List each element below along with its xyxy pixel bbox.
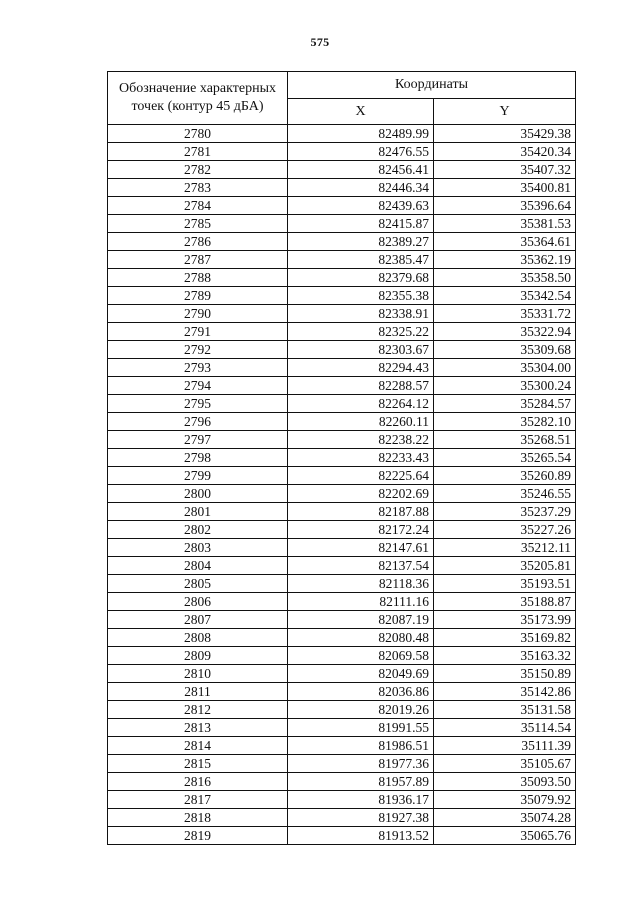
point-id-cell: 2815 — [108, 755, 288, 773]
point-id-cell: 2793 — [108, 359, 288, 377]
x-coordinate-cell: 82446.34 — [288, 179, 434, 197]
y-coordinate-cell: 35364.61 — [434, 233, 576, 251]
table-row — [108, 701, 576, 719]
table-row — [108, 179, 576, 197]
point-id-cell: 2786 — [108, 233, 288, 251]
y-coordinate-cell: 35065.76 — [434, 827, 576, 845]
y-coordinate-cell: 35131.58 — [434, 701, 576, 719]
point-id-cell: 2794 — [108, 377, 288, 395]
table-row — [108, 251, 576, 269]
header-coordinates: Координаты — [288, 72, 576, 99]
y-coordinate-cell: 35429.38 — [434, 125, 576, 143]
table-row — [108, 557, 576, 575]
x-coordinate-cell: 82147.61 — [288, 539, 434, 557]
table-row — [108, 647, 576, 665]
point-id-cell: 2818 — [108, 809, 288, 827]
point-id-cell: 2808 — [108, 629, 288, 647]
table-row — [108, 593, 576, 611]
header-point-label: Обозначение характерных точек (контур 45 дБА) — [108, 72, 288, 125]
y-coordinate-cell: 35358.50 — [434, 269, 576, 287]
point-id-cell: 2798 — [108, 449, 288, 467]
table-row — [108, 377, 576, 395]
point-id-cell: 2787 — [108, 251, 288, 269]
table-row — [108, 431, 576, 449]
y-coordinate-cell: 35227.26 — [434, 521, 576, 539]
y-coordinate-cell: 35169.82 — [434, 629, 576, 647]
y-coordinate-cell: 35400.81 — [434, 179, 576, 197]
table-row — [108, 719, 576, 737]
table-row — [108, 125, 576, 143]
table-row — [108, 521, 576, 539]
y-coordinate-cell: 35381.53 — [434, 215, 576, 233]
x-coordinate-cell: 82036.86 — [288, 683, 434, 701]
table-body — [108, 125, 576, 845]
table-row — [108, 161, 576, 179]
x-coordinate-cell: 81936.17 — [288, 791, 434, 809]
y-coordinate-cell: 35150.89 — [434, 665, 576, 683]
table-row — [108, 791, 576, 809]
y-coordinate-cell: 35093.50 — [434, 773, 576, 791]
y-coordinate-cell: 35212.11 — [434, 539, 576, 557]
y-coordinate-cell: 35304.00 — [434, 359, 576, 377]
x-coordinate-cell: 82325.22 — [288, 323, 434, 341]
x-coordinate-cell: 82389.27 — [288, 233, 434, 251]
point-id-cell: 2789 — [108, 287, 288, 305]
point-id-cell: 2796 — [108, 413, 288, 431]
table-row — [108, 809, 576, 827]
coordinates-table — [107, 71, 576, 845]
table-row — [108, 575, 576, 593]
point-id-cell: 2797 — [108, 431, 288, 449]
table-header — [108, 72, 576, 125]
x-coordinate-cell: 82225.64 — [288, 467, 434, 485]
y-coordinate-cell: 35173.99 — [434, 611, 576, 629]
x-coordinate-cell: 81986.51 — [288, 737, 434, 755]
point-id-cell: 2795 — [108, 395, 288, 413]
x-coordinate-cell: 82087.19 — [288, 611, 434, 629]
x-coordinate-cell: 82385.47 — [288, 251, 434, 269]
x-coordinate-cell: 82439.63 — [288, 197, 434, 215]
table-row — [108, 359, 576, 377]
point-id-cell: 2788 — [108, 269, 288, 287]
point-id-cell: 2791 — [108, 323, 288, 341]
x-coordinate-cell: 82456.41 — [288, 161, 434, 179]
table-row — [108, 665, 576, 683]
table-row — [108, 305, 576, 323]
point-id-cell: 2817 — [108, 791, 288, 809]
point-id-cell: 2790 — [108, 305, 288, 323]
y-coordinate-cell: 35188.87 — [434, 593, 576, 611]
y-coordinate-cell: 35407.32 — [434, 161, 576, 179]
y-coordinate-cell: 35193.51 — [434, 575, 576, 593]
point-id-cell: 2792 — [108, 341, 288, 359]
table-row — [108, 215, 576, 233]
table-row — [108, 287, 576, 305]
table-row — [108, 629, 576, 647]
point-id-cell: 2807 — [108, 611, 288, 629]
y-coordinate-cell: 35246.55 — [434, 485, 576, 503]
x-coordinate-cell: 82303.67 — [288, 341, 434, 359]
y-coordinate-cell: 35420.34 — [434, 143, 576, 161]
y-coordinate-cell: 35322.94 — [434, 323, 576, 341]
y-coordinate-cell: 35205.81 — [434, 557, 576, 575]
point-id-cell: 2803 — [108, 539, 288, 557]
x-coordinate-cell: 82049.69 — [288, 665, 434, 683]
y-coordinate-cell: 35362.19 — [434, 251, 576, 269]
point-id-cell: 2780 — [108, 125, 288, 143]
x-coordinate-cell: 82172.24 — [288, 521, 434, 539]
y-coordinate-cell: 35342.54 — [434, 287, 576, 305]
x-coordinate-cell: 82238.22 — [288, 431, 434, 449]
x-coordinate-cell: 82294.43 — [288, 359, 434, 377]
table-row — [108, 539, 576, 557]
x-coordinate-cell: 82476.55 — [288, 143, 434, 161]
table-row — [108, 323, 576, 341]
x-coordinate-cell: 82202.69 — [288, 485, 434, 503]
point-id-cell: 2812 — [108, 701, 288, 719]
table-row — [108, 737, 576, 755]
y-coordinate-cell: 35260.89 — [434, 467, 576, 485]
y-coordinate-cell: 35331.72 — [434, 305, 576, 323]
x-coordinate-cell: 82264.12 — [288, 395, 434, 413]
point-id-cell: 2813 — [108, 719, 288, 737]
point-id-cell: 2783 — [108, 179, 288, 197]
x-coordinate-cell: 82233.43 — [288, 449, 434, 467]
y-coordinate-cell: 35284.57 — [434, 395, 576, 413]
page-number: 575 — [310, 35, 330, 49]
x-coordinate-cell: 81957.89 — [288, 773, 434, 791]
point-id-cell: 2810 — [108, 665, 288, 683]
x-coordinate-cell: 82118.36 — [288, 575, 434, 593]
table-row — [108, 503, 576, 521]
x-coordinate-cell: 82111.16 — [288, 593, 434, 611]
point-id-cell: 2784 — [108, 197, 288, 215]
table-row — [108, 197, 576, 215]
x-coordinate-cell: 82137.54 — [288, 557, 434, 575]
y-coordinate-cell: 35105.67 — [434, 755, 576, 773]
x-coordinate-cell: 81927.38 — [288, 809, 434, 827]
table-row — [108, 395, 576, 413]
table-row — [108, 611, 576, 629]
x-coordinate-cell: 81991.55 — [288, 719, 434, 737]
x-coordinate-cell: 82260.11 — [288, 413, 434, 431]
point-id-cell: 2781 — [108, 143, 288, 161]
y-coordinate-cell: 35079.92 — [434, 791, 576, 809]
y-coordinate-cell: 35309.68 — [434, 341, 576, 359]
point-id-cell: 2805 — [108, 575, 288, 593]
point-id-cell: 2811 — [108, 683, 288, 701]
y-coordinate-cell: 35114.54 — [434, 719, 576, 737]
x-coordinate-cell: 81913.52 — [288, 827, 434, 845]
y-coordinate-cell: 35142.86 — [434, 683, 576, 701]
y-coordinate-cell: 35268.51 — [434, 431, 576, 449]
table-row — [108, 233, 576, 251]
table-row — [108, 755, 576, 773]
point-id-cell: 2782 — [108, 161, 288, 179]
header-y: Y — [434, 99, 576, 125]
point-id-cell: 2819 — [108, 827, 288, 845]
point-id-cell: 2800 — [108, 485, 288, 503]
point-id-cell: 2806 — [108, 593, 288, 611]
point-id-cell: 2802 — [108, 521, 288, 539]
x-coordinate-cell: 82288.57 — [288, 377, 434, 395]
x-coordinate-cell: 82338.91 — [288, 305, 434, 323]
table-row — [108, 143, 576, 161]
point-id-cell: 2785 — [108, 215, 288, 233]
header-x: X — [288, 99, 434, 125]
table-row — [108, 485, 576, 503]
table-row — [108, 341, 576, 359]
x-coordinate-cell: 82379.68 — [288, 269, 434, 287]
x-coordinate-cell: 82069.58 — [288, 647, 434, 665]
x-coordinate-cell: 82355.38 — [288, 287, 434, 305]
table-row — [108, 269, 576, 287]
point-id-cell: 2809 — [108, 647, 288, 665]
table-row — [108, 449, 576, 467]
y-coordinate-cell: 35163.32 — [434, 647, 576, 665]
table-row — [108, 827, 576, 845]
table-row — [108, 773, 576, 791]
x-coordinate-cell: 81977.36 — [288, 755, 434, 773]
table-row — [108, 467, 576, 485]
point-id-cell: 2801 — [108, 503, 288, 521]
y-coordinate-cell: 35265.54 — [434, 449, 576, 467]
y-coordinate-cell: 35300.24 — [434, 377, 576, 395]
y-coordinate-cell: 35282.10 — [434, 413, 576, 431]
point-id-cell: 2816 — [108, 773, 288, 791]
table-row — [108, 683, 576, 701]
y-coordinate-cell: 35237.29 — [434, 503, 576, 521]
point-id-cell: 2799 — [108, 467, 288, 485]
x-coordinate-cell: 82489.99 — [288, 125, 434, 143]
y-coordinate-cell: 35396.64 — [434, 197, 576, 215]
table-row — [108, 413, 576, 431]
x-coordinate-cell: 82415.87 — [288, 215, 434, 233]
point-id-cell: 2814 — [108, 737, 288, 755]
x-coordinate-cell: 82187.88 — [288, 503, 434, 521]
point-id-cell: 2804 — [108, 557, 288, 575]
x-coordinate-cell: 82080.48 — [288, 629, 434, 647]
y-coordinate-cell: 35074.28 — [434, 809, 576, 827]
y-coordinate-cell: 35111.39 — [434, 737, 576, 755]
x-coordinate-cell: 82019.26 — [288, 701, 434, 719]
